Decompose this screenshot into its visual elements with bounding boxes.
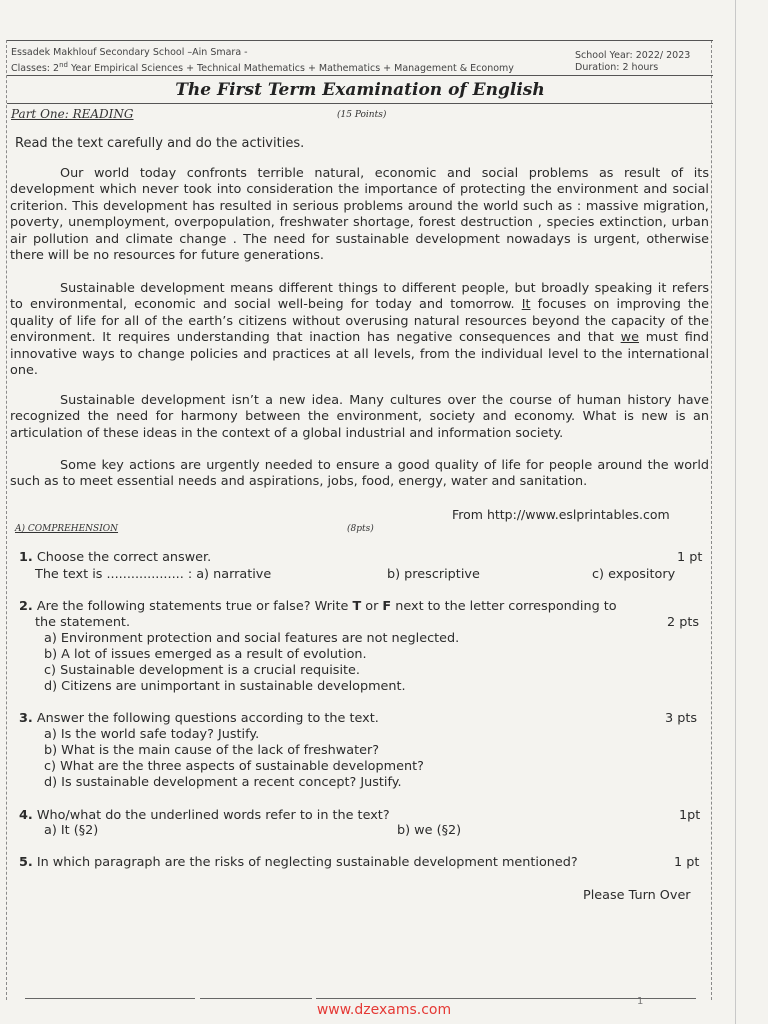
part-one-points: (15 Points)	[337, 110, 387, 120]
question-4: 4. Who/what do the underlined words refer to in the text?	[19, 808, 390, 823]
question-2-points: 2 pts	[667, 615, 700, 630]
question-1-option-c: c) expository	[592, 567, 676, 582]
footer-url: www.dzexams.com	[316, 1002, 452, 1018]
comprehension-label: A) COMPREHENSION	[15, 524, 119, 534]
instruction: Read the text carefully and do the activities.	[15, 136, 305, 151]
exam-page	[6, 40, 712, 1007]
page-edge-line	[735, 0, 736, 1024]
school-name: Essadek Makhlouf Secondary School –Ain Smara -	[11, 47, 248, 58]
source-line: From http://www.eslprintables.com	[452, 507, 670, 522]
question-3-points: 3 pts	[665, 711, 698, 726]
paragraph-3: Sustainable development isn’t a new idea. Many cultures over the course of human history have recognized the need for harmony between the environment, society and economy. What is new is an articulation of these ideas in the context of a global industrial and information society.	[10, 393, 709, 441]
turn-over-note: Please Turn Over	[583, 888, 691, 903]
question-1-option-b: b) prescriptive	[387, 567, 480, 582]
exam-header	[7, 40, 713, 76]
question-2-cont: the statement.	[35, 615, 131, 630]
paragraph-4: Some key actions are urgently needed to ensure a good quality of life for people around the world such as to meet essential needs and aspirations, jobs, food, energy, water and sanitation.	[10, 458, 709, 490]
question-3: 3. Answer the following questions according to the text.	[19, 711, 379, 726]
footer-rule-mid	[200, 998, 312, 999]
footer-rule-right	[316, 998, 696, 999]
question-5: 5. In which paragraph are the risks of neglecting sustainable development mentioned?	[19, 855, 578, 870]
question-3-item-c: c) What are the three aspects of sustainable development?	[44, 759, 424, 774]
question-1: 1. Choose the correct answer.	[19, 550, 212, 565]
underlined-it: It	[521, 297, 531, 313]
classes-line: Classes: 2nd Year Empirical Sciences + Technical Mathematics + Mathematics + Management & Economy	[11, 61, 514, 75]
comprehension-points: (8pts)	[347, 524, 374, 534]
question-2: 2. Are the following statements true or false? Write T or F next to the letter corresponding to	[19, 599, 617, 614]
paragraph-1: Our world today confronts terrible natural, economic and social problems as result of its development which never took into consideration the importance of protecting the environment and social criterion. This development has resulted in serious problems around the world such as : massive migration, poverty, unemployment, overpopulation, freshwater shortage, forest destruction , species extinction, urban air pollution and climate change . The need for sustainable development nowadays is urgent, otherwise there will be no resources for future generations.	[10, 166, 709, 264]
question-3-item-a: a) Is the world safe today? Justify.	[44, 727, 260, 742]
question-4-option-a: a) It (§2)	[44, 823, 99, 838]
question-3-item-d: d) Is sustainable development a recent concept? Justify.	[44, 775, 402, 790]
question-2-item-a: a) Environment protection and social features are not neglected.	[44, 631, 460, 646]
question-2-item-d: d) Citizens are unimportant in sustainable development.	[44, 679, 406, 694]
question-4-points: 1pt	[679, 808, 701, 823]
question-2-item-b: b) A lot of issues emerged as a result of evolution.	[44, 647, 367, 662]
question-1-points: 1 pt	[677, 550, 703, 565]
question-2-item-c: c) Sustainable development is a crucial requisite.	[44, 663, 360, 678]
part-one-label: Part One: READING	[11, 107, 134, 121]
question-4-option-b: b) we (§2)	[397, 823, 462, 838]
question-5-points: 1 pt	[674, 855, 700, 870]
question-3-item-b: b) What is the main cause of the lack of freshwater?	[44, 743, 380, 758]
page-number-mark: 1	[637, 996, 644, 1007]
school-year: School Year: 2022/ 2023	[575, 50, 691, 61]
underlined-we: we	[620, 330, 639, 346]
duration: Duration: 2 hours	[575, 62, 659, 73]
footer-rule-left	[25, 998, 195, 999]
question-1-stem: The text is ................... : a) narrative	[35, 567, 272, 582]
exam-title: The First Term Examination of English	[7, 76, 713, 104]
paragraph-2: Sustainable development means different things to different people, but broadly speaking it refers to environmental, economic and social well-being for today and tomorrow. It focuses on improving the quality of life for all of the earth’s citizens without overusing natural resources beyond the capacity of the environment. It requires understanding that inaction has negative consequences and that we must find innovative ways to change policies and practices at all levels, from the individual level to the international one.	[10, 281, 709, 379]
